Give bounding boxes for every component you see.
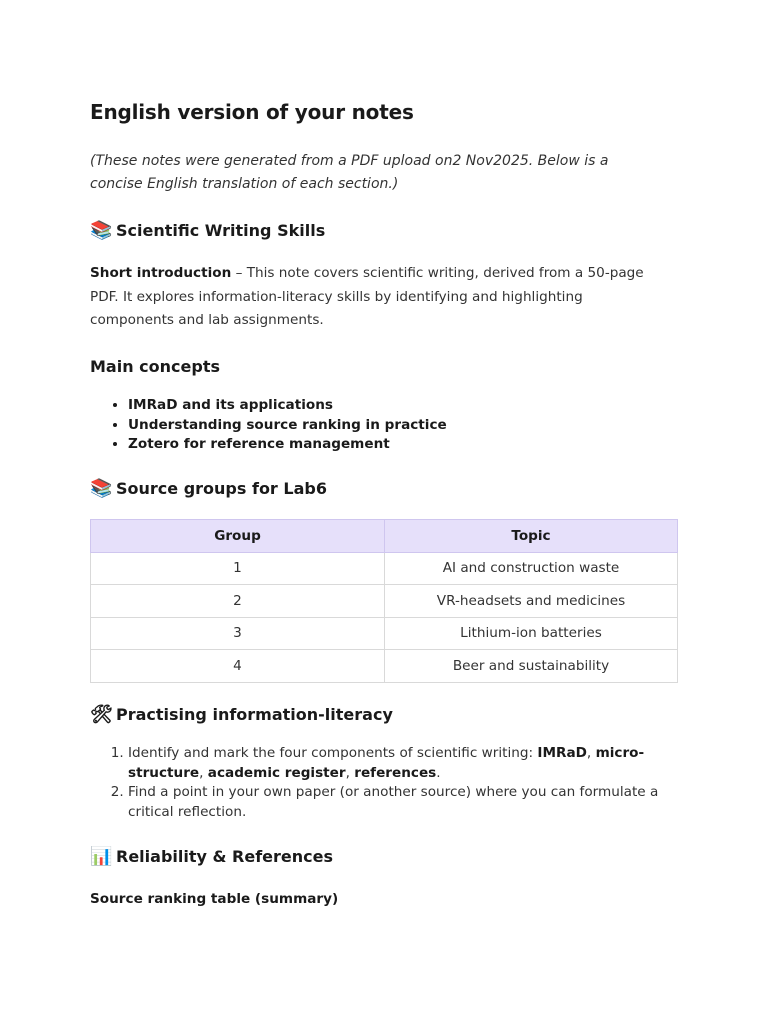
table-cell-group: 2 [91, 585, 385, 618]
section-heading-text: Practising information-literacy [116, 705, 393, 724]
section-heading-information-literacy [90, 705, 393, 724]
source-ranking-subheading: Source ranking table (summary) [90, 891, 339, 907]
list-item: • Zotero for reference management [128, 435, 447, 455]
table-cell-group: 4 [91, 650, 385, 683]
table-row [91, 585, 678, 618]
short-introduction-label: Short introduction [90, 265, 232, 281]
bar-chart-icon: 📊 [90, 845, 113, 867]
main-concepts-heading: Main concepts [90, 357, 220, 376]
step-bold-term: micro-structure [128, 745, 645, 781]
section-heading-scientific-writing [90, 221, 325, 240]
section-heading-text: Source groups for Lab6 [116, 479, 327, 498]
list-item: 2. Find a point in your own paper (or another source) where you can formulate a critical reflection. [128, 783, 708, 822]
table-row [91, 552, 678, 585]
step-bold-term: IMRaD [537, 745, 587, 761]
table-cell-group: 3 [91, 617, 385, 650]
table-cell-topic: Beer and sustainability [385, 650, 678, 683]
table-header-row [91, 520, 678, 553]
column-header-group: Group [91, 520, 385, 553]
step-separator: , [199, 764, 208, 781]
table-cell-topic: AI and construction waste [385, 552, 678, 585]
table-cell-topic: VR-headsets and medicines [385, 585, 678, 618]
list-item [128, 744, 708, 783]
list-item: • IMRaD and its applications [128, 396, 447, 416]
short-introduction-text: – This note covers scientific writing, derived from a 50-page PDF. It explores information-literacy skills by identifying and highlighting components and lab assignments. [90, 265, 644, 328]
books-icon: 📚 [90, 219, 113, 241]
books-icon: 📚 [90, 477, 113, 499]
table-row [91, 617, 678, 650]
intro-note: (These notes were generated from a PDF upload on2 Nov2025. Below is a concise English translation of each section.) [90, 153, 609, 192]
step-bold-term: academic register [207, 764, 346, 781]
step-separator: , [345, 764, 355, 781]
step-end: . [436, 764, 441, 781]
step-text: Identify and mark the four components of scientific writing: [128, 745, 538, 761]
section-heading-source-groups [90, 479, 327, 498]
section-heading-reliability [90, 847, 333, 866]
column-header-topic: Topic [385, 520, 678, 553]
step-bold-term: references [354, 764, 437, 781]
main-concepts-list [90, 396, 447, 455]
source-groups-table [90, 519, 678, 683]
table-row [91, 650, 678, 683]
step-separator: , [586, 745, 596, 761]
table-cell-topic: Lithium-ion batteries [385, 617, 678, 650]
table-cell-group: 1 [91, 552, 385, 585]
section-heading-text: Scientific Writing Skills [116, 221, 326, 240]
list-item: • Understanding source ranking in practice [128, 416, 447, 436]
tools-icon: 🛠 [90, 703, 113, 725]
short-introduction [90, 262, 670, 333]
page-title: English version of your notes [90, 100, 414, 124]
section-heading-text: Reliability & References [116, 847, 333, 866]
practice-steps-list [90, 744, 708, 822]
